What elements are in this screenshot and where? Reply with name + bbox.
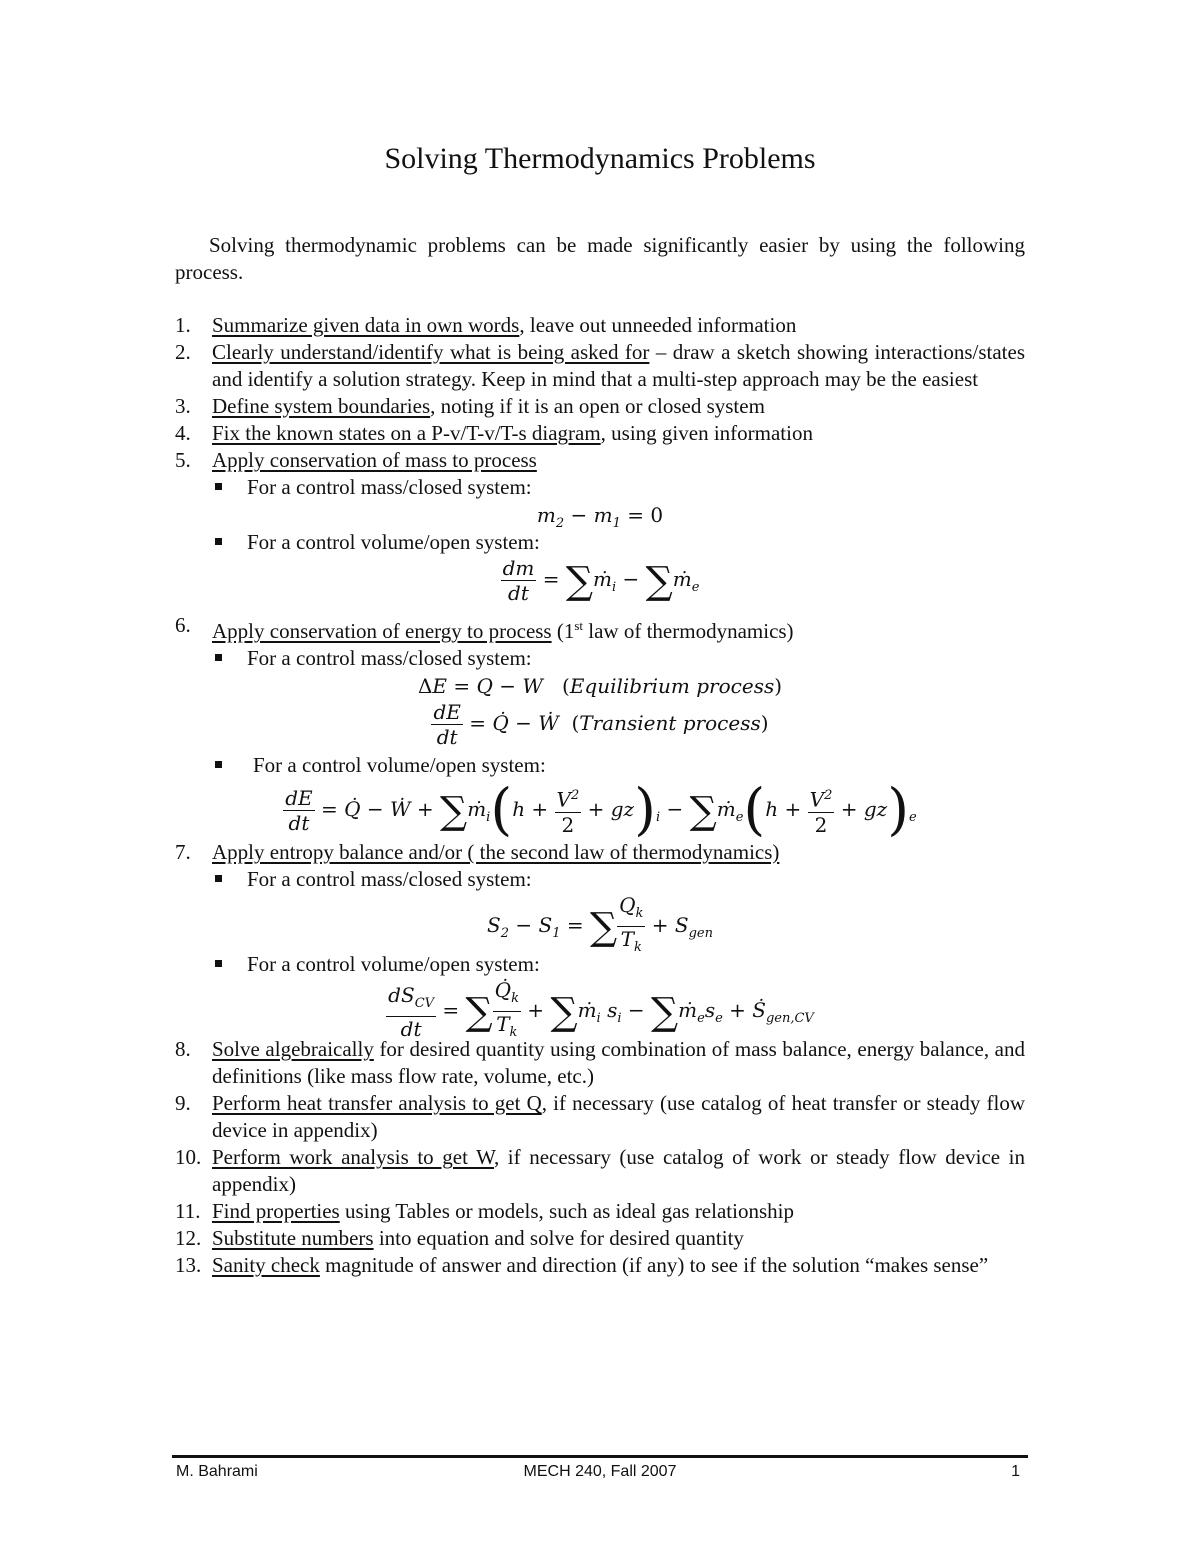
equation-mass-closed: $m_2 - m_1 = 0$ [536, 503, 664, 531]
step-number: 5. [175, 448, 191, 472]
intro-paragraph [175, 232, 1025, 286]
step-number: 1. [175, 313, 191, 337]
bullet-text: For a control mass/closed system: [247, 867, 532, 891]
step-number: 7. [175, 840, 191, 864]
bullet-square-icon [215, 538, 222, 545]
bullet-square-icon [215, 875, 222, 882]
bullet-square-icon [215, 483, 222, 490]
bullet-closed-system [175, 645, 1025, 672]
step-heading: Perform work analysis to get W [212, 1145, 494, 1169]
list-item [175, 447, 1025, 474]
list-item [175, 393, 1025, 420]
step-text: , using given information [600, 421, 813, 445]
bullet-closed-system [175, 474, 1025, 501]
step-heading: Find properties [212, 1199, 340, 1223]
step-heading: Apply conservation of energy to process [212, 619, 552, 643]
list-item [175, 339, 1025, 393]
step-heading: Sanity check [212, 1253, 320, 1277]
footer-author: M. Bahrami [176, 1463, 258, 1480]
list-item [175, 420, 1025, 447]
step-heading: Apply conservation of mass to process [212, 448, 537, 472]
step-heading: Clearly understand/identify what is being asked for [212, 340, 650, 364]
bullet-open-system [175, 951, 1025, 978]
step-text: , if necessary (use catalog of work or steady flow device in appendix) [212, 1145, 1025, 1196]
step-heading: Fix the known states on a P-v/T-v/T-s diagram [212, 421, 601, 445]
step-heading: Substitute numbers [212, 1226, 374, 1250]
bullet-closed-system [175, 866, 1025, 893]
step-number: 12. [175, 1226, 202, 1250]
step-text: law of thermodynamics) [583, 619, 794, 643]
list-item [175, 1144, 1025, 1198]
equation-entropy-closed: $S_2 - S_1$ = ∑ $\frac{Q_k}{T_k}$ + $S_{gen}$ [487, 893, 713, 955]
equation-energy-transient: $\frac{dE}{dt}$ = Q̇ − Ẇ (Transient process) [433, 700, 769, 749]
equation-energy-equilibrium: ΔE = Q − W (Equilibrium process) [417, 674, 783, 698]
list-item [175, 312, 1025, 339]
bullet-open-system [175, 529, 1025, 556]
bullet-text: For a control volume/open system: [247, 952, 540, 976]
bullet-text: For a control volume/open system: [247, 530, 540, 554]
step-number: 2. [175, 340, 191, 364]
step-number: 3. [175, 394, 191, 418]
step-text: using Tables or models, such as ideal gas relationship [339, 1199, 794, 1223]
footer-page-number: 1 [1011, 1463, 1020, 1480]
footer-course: MECH 240, Fall 2007 [523, 1463, 677, 1480]
bullet-open-system [175, 752, 1025, 779]
bullet-text: For a control mass/closed system: [247, 646, 532, 670]
step-number: 9. [175, 1091, 191, 1115]
equation-mass-open: $\frac{dm}{dt}$ = ∑ṁ$_i$ − ∑ṁ$_e$ [502, 556, 700, 605]
step-text: – draw a sketch showing interactions/states and identify a solution strategy. Keep in mind that a multi-step approach may be the easiest [212, 340, 1025, 391]
list-item [175, 1198, 1025, 1225]
list-item [175, 1090, 1025, 1144]
steps-list [175, 312, 1025, 1279]
step-text: (1 [551, 619, 575, 643]
step-text: , if necessary (use catalog of heat transfer or steady flow device in appendix) [212, 1091, 1025, 1142]
step-text: into equation and solve for desired quantity [373, 1226, 744, 1250]
page-footer [172, 1463, 1028, 1483]
list-item [175, 612, 1025, 645]
page-title: Solving Thermodynamics Problems [384, 142, 816, 175]
bullet-square-icon [215, 960, 222, 967]
list-item [175, 1225, 1025, 1252]
step-text: for desired quantity using combination of mass balance, energy balance, and definitions (like mass flow rate, volume, etc.) [212, 1037, 1025, 1088]
bullet-square-icon [215, 761, 222, 768]
step-number: 8. [175, 1037, 191, 1061]
equation-energy-open: $\frac{dE}{dt}$ = Q̇ − Ẇ + ∑ṁ$_i$(h + $\frac{V^2}{2}$ + $gz)_i$ − ∑ṁ$_e$(h + $\frac{V^2}{2}$ + $gz)_e$ [285, 777, 917, 843]
bullet-text: For a control mass/closed system: [247, 475, 532, 499]
step-heading: Summarize given data in own words [212, 313, 520, 337]
step-number: 13. [175, 1253, 202, 1277]
list-item [175, 1036, 1025, 1090]
step-superscript: st [574, 618, 584, 633]
equation-entropy-open: $\frac{dS_{CV}}{dt}$ = ∑ $\frac{Q̇_k}{T_k}$ + ∑ṁ$_i$ $s_i$ − $\sum ṁ_es_e$ + Ṡ$_{gen,CV}$ [388, 978, 814, 1041]
step-heading: Define system boundaries [212, 394, 431, 418]
footer-divider [172, 1455, 1028, 1458]
step-number: 6. [175, 613, 191, 637]
step-heading: Solve algebraically [212, 1037, 374, 1061]
bullet-text: For a control volume/open system: [253, 753, 546, 777]
intro-text: Solving thermodynamic problems can be made significantly easier by using the following process. [175, 233, 1025, 284]
step-number: 10. [175, 1145, 202, 1169]
step-text: , leave out unneeded information [519, 313, 797, 337]
step-number: 11. [175, 1199, 201, 1223]
equation-label: Equilibrium process [569, 674, 775, 698]
step-number: 4. [175, 421, 191, 445]
list-item [175, 839, 1025, 866]
step-heading: Perform heat transfer analysis to get Q [212, 1091, 542, 1115]
bullet-square-icon [215, 654, 222, 661]
step-text: , noting if it is an open or closed system [430, 394, 765, 418]
step-text: magnitude of answer and direction (if any) to see if the solution “makes sense” [319, 1253, 989, 1277]
equation-label: Transient process [579, 711, 761, 735]
step-heading: Apply entropy balance and/or ( the second law of thermodynamics) [212, 840, 780, 864]
list-item [175, 1252, 1025, 1279]
